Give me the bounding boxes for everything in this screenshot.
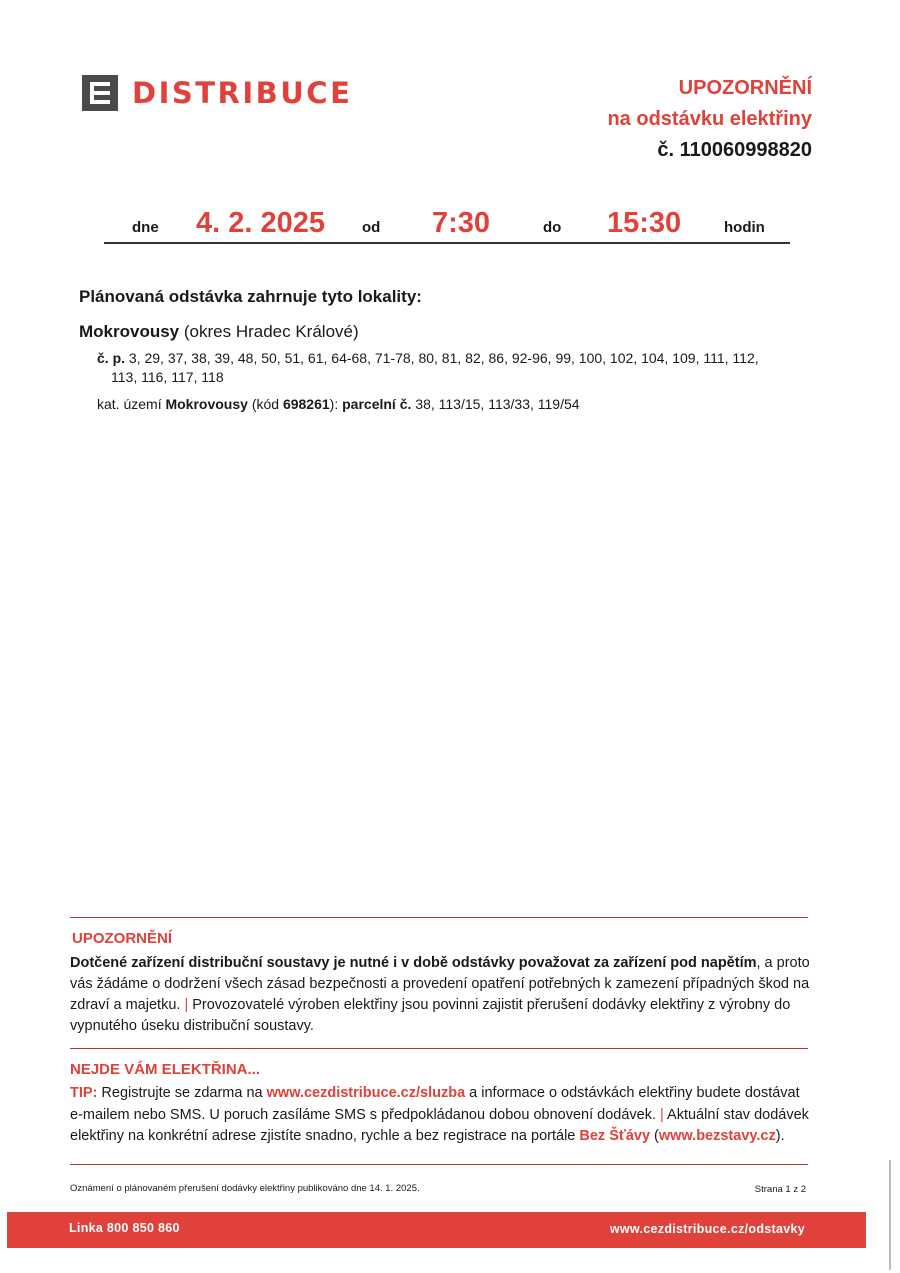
nejde-title: NEJDE VÁM ELEKTŘINA...	[70, 1061, 261, 1078]
nejde-text-1: Registrujte se zdarma na	[97, 1085, 267, 1101]
nejde-text-4: (	[650, 1128, 659, 1144]
page-number: Strana 1 z 2	[754, 1184, 806, 1195]
warning-text-2: Provozovatelé výroben elektřiny jsou povinni zajistit přerušení dodávky elektřiny z výrobny do vypnutého úseku distribuční soustavy.	[70, 997, 791, 1034]
end-time: 15:30	[607, 207, 682, 239]
od-label: od	[362, 219, 381, 236]
kat-kod-pre: (kód	[247, 396, 283, 412]
bezstavy-brand: Bez Šťávy	[579, 1128, 651, 1144]
hodin-label: hodin	[724, 219, 765, 236]
notice-subtitle: na odstávku elektřiny	[607, 108, 812, 130]
warning-text-1: , a proto vás žádáme o dodržení všech zásad bezpečnosti a provedení opatření potřebných k zamezení případných škod na zdraví a majetku.	[70, 955, 810, 1013]
kat-parc-label: parcelní č.	[342, 396, 412, 412]
place-district: (okres Hradec Králové)	[179, 322, 359, 341]
tip-label: TIP:	[70, 1085, 98, 1101]
kat-name: Mokrovousy	[165, 396, 248, 412]
notice-title: UPOZORNĚNÍ	[678, 77, 812, 99]
start-time: 7:30	[432, 207, 491, 239]
cp-label: č. p.	[97, 350, 126, 366]
nejde-text-5: ).	[775, 1128, 785, 1144]
place-name: Mokrovousy	[79, 322, 180, 341]
separator: |	[184, 997, 189, 1013]
outage-date: 4. 2. 2025	[196, 207, 325, 239]
kat-prefix: kat. území	[97, 396, 166, 412]
warning-bold: Dotčené zařízení distribuční soustavy je nutné i v době odstávky považovat za zařízení pod napětím	[70, 955, 757, 971]
cadastral-info	[97, 396, 580, 412]
divider	[70, 1164, 808, 1165]
cp-list-1: 3, 29, 37, 38, 39, 48, 50, 51, 61, 64-68, 71-78, 80, 81, 82, 86, 92-96, 99, 100, 102, 104, 109, 111, 112,	[125, 350, 759, 366]
separator: |	[660, 1106, 664, 1123]
nejde-text-2: a informace o odstávkách elektřiny budete dostávat e-mailem nebo SMS. U poruch zasíláme SMS s předpokládanou dobou obnovení dodávek.	[70, 1085, 800, 1123]
kat-kod: 698261	[282, 396, 330, 412]
house-numbers	[97, 349, 797, 387]
bezstavy-link[interactable]: www.bezstavy.cz	[658, 1128, 776, 1144]
publication-note: Oznámení o plánovaném přerušení dodávky elektřiny publikováno dne 14. 1. 2025.	[70, 1183, 420, 1194]
divider	[70, 1048, 808, 1049]
scan-edge	[889, 1160, 891, 1270]
nejde-text-3: Aktuální stav dodávek elektřiny na konkrétní adrese zjistíte snadno, rychle a bez registrace na portále	[70, 1106, 809, 1144]
outages-url[interactable]: www.cezdistribuce.cz/odstavky	[609, 1222, 805, 1236]
notice-header	[607, 73, 812, 166]
divider	[70, 917, 808, 918]
do-label: do	[543, 219, 562, 236]
company-logo	[82, 75, 352, 111]
nejde-text	[70, 1083, 815, 1148]
service-link[interactable]: www.cezdistribuce.cz/sluzba	[266, 1085, 466, 1101]
cp-list-2: 113, 116, 117, 118	[111, 369, 224, 385]
dne-label: dne	[132, 219, 159, 236]
hotline-text: Linka 800 850 860	[69, 1221, 180, 1235]
logo-text: DISTRIBUCE	[132, 76, 353, 110]
cez-logo-icon	[82, 75, 118, 111]
locality-place	[79, 322, 359, 342]
warning-text	[70, 953, 810, 1037]
warning-title: UPOZORNĚNÍ	[72, 930, 173, 947]
kat-parc: 38, 113/15, 113/33, 119/54	[411, 396, 580, 412]
localities-heading: Plánovaná odstávka zahrnuje tyto lokality:	[79, 287, 422, 306]
outage-schedule	[104, 198, 790, 244]
notice-number: č. 110060998820	[657, 139, 812, 161]
kat-kod-post: ):	[329, 396, 343, 412]
